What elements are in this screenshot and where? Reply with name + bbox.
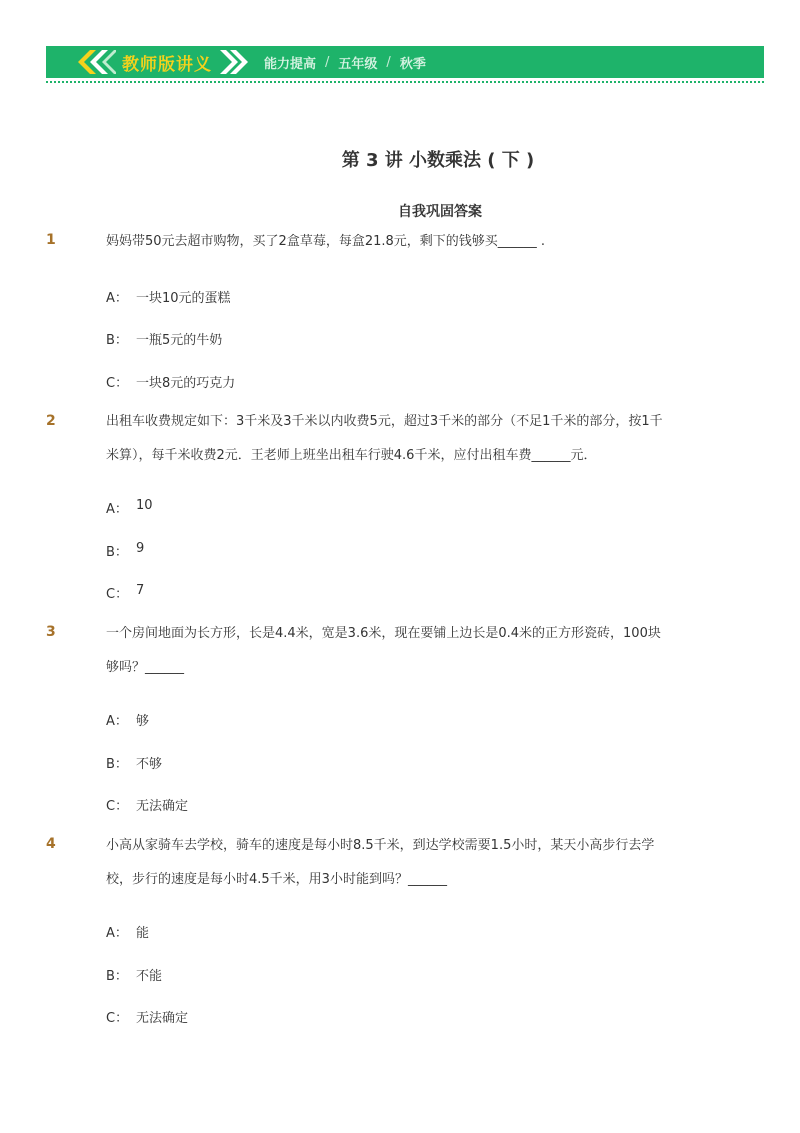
breadcrumb-separator: / — [325, 54, 330, 70]
option-c[interactable] — [106, 795, 188, 814]
option-text: 无法确定 — [136, 799, 189, 814]
question-line: 校，步行的速度是每小时4.5千米，用3小时能到吗？______ — [106, 872, 447, 887]
double-chevron-right-icon — [218, 46, 250, 78]
question-text — [106, 829, 718, 897]
question-number: 3 — [46, 624, 56, 640]
option-text: 一块8元的巧克力 — [136, 376, 236, 391]
option-letter: B： — [106, 333, 128, 348]
breadcrumb-level: 能力提高 — [264, 56, 317, 72]
header-divider — [46, 81, 764, 83]
question-line: 小高从家骑车去学校，骑车的速度是每小时8.5千米，到达学校需要1.5小时，某天小高步行去学 — [106, 838, 655, 853]
breadcrumb — [264, 53, 426, 72]
option-c[interactable] — [106, 583, 144, 602]
question-line: 妈妈带50元去超市购物，买了2盒草莓，每盒21.8元，剩下的钱够买______ . — [106, 234, 546, 249]
option-text: 10 — [136, 498, 153, 513]
question-line: 米算），每千米收费2元．王老师上班坐出租车行驶4.6千米，应付出租车费______元． — [106, 448, 597, 463]
option-a[interactable] — [106, 498, 153, 517]
section-title: 自我巩固答案 — [398, 204, 482, 220]
option-letter: C： — [106, 587, 129, 602]
option-text: 7 — [136, 583, 145, 598]
option-text: 不能 — [136, 969, 163, 984]
option-letter: A： — [106, 502, 128, 517]
breadcrumb-grade: 五年级 — [338, 56, 378, 72]
option-text: 够 — [136, 714, 150, 729]
option-b[interactable] — [106, 965, 162, 984]
option-c[interactable] — [106, 1007, 188, 1026]
option-b[interactable] — [106, 329, 222, 348]
header-bar — [46, 46, 764, 78]
question-number: 1 — [46, 232, 56, 248]
option-letter: B： — [106, 545, 128, 560]
question-line: 出租车收费规定如下：3千米及3千米以内收费5元，超过3千米的部分（不足1千米的部分，按1千 — [106, 414, 663, 429]
question-number: 4 — [46, 836, 56, 852]
option-text: 不够 — [136, 757, 163, 772]
option-text: 一块10元的蛋糕 — [136, 291, 231, 306]
option-letter: B： — [106, 757, 128, 772]
question-text — [106, 225, 718, 259]
question-line: 够吗？______ — [106, 660, 185, 675]
option-a[interactable] — [106, 922, 149, 941]
question-text — [106, 617, 718, 685]
option-a[interactable] — [106, 287, 231, 306]
option-text: 能 — [136, 926, 150, 941]
option-letter: C： — [106, 799, 129, 814]
lecture-title: 第 3 讲 小数乘法 ( 下 ) — [341, 150, 535, 171]
option-b[interactable] — [106, 753, 162, 772]
option-letter: A： — [106, 926, 128, 941]
option-text: 一瓶5元的牛奶 — [136, 333, 223, 348]
breadcrumb-separator: / — [386, 54, 391, 70]
option-c[interactable] — [106, 372, 235, 391]
option-a[interactable] — [106, 710, 149, 729]
brand-title: 教师版讲义 — [122, 54, 212, 75]
breadcrumb-term: 秋季 — [399, 56, 426, 72]
question-text — [106, 405, 718, 473]
option-letter: A： — [106, 714, 128, 729]
option-letter: C： — [106, 1011, 129, 1026]
option-letter: B： — [106, 969, 128, 984]
double-chevron-left-icon — [76, 46, 116, 78]
question-line: 一个房间地面为长方形，长是4.4米，宽是3.6米，现在要铺上边长是0.4米的正方形瓷砖，100块 — [106, 626, 661, 641]
option-text: 无法确定 — [136, 1011, 189, 1026]
option-letter: A： — [106, 291, 128, 306]
question-number: 2 — [46, 413, 56, 429]
option-text: 9 — [136, 541, 145, 556]
option-letter: C： — [106, 376, 129, 391]
option-b[interactable] — [106, 541, 144, 560]
